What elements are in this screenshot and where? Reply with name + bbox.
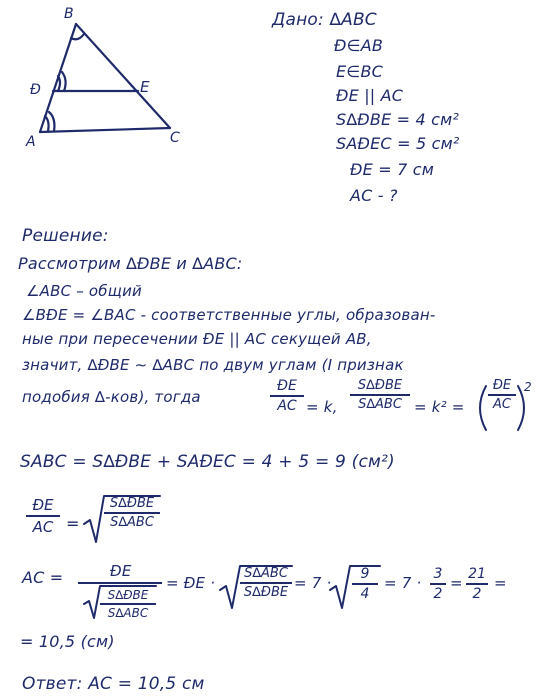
fraction-numerator: 3 [433,566,443,582]
solution-line-2: ∠ABC – общий [26,282,142,300]
side-bc [76,24,170,128]
fraction-21-2 [466,566,488,602]
ac-numerator: ÐE [110,562,132,580]
solution-heading: Решение: [22,226,109,246]
fraction-numerator: S∆ÐBE [357,378,403,393]
given-line-6: ÐE = 7 см [350,160,435,179]
ac-lhs: AC = [22,568,64,587]
fraction-denominator: S∆ABC [107,606,149,620]
fraction-denominator: AC [493,397,511,412]
label-e: E [140,78,150,96]
fraction-de-ac-squared [488,378,516,412]
solution-line-5: значит, ∆ÐBE ∼ ∆ABC по двум углам (I признак [22,356,404,374]
fraction-numerator: ÐE [32,496,54,514]
fraction-denominator: 2 [472,586,482,602]
angle-arc-a-2 [49,112,54,131]
ac-radicand-3 [352,566,378,602]
fraction-area-ratio [350,378,410,412]
given-line-1: Ð∈AB [334,36,384,55]
fraction-numerator: 9 [360,566,370,582]
label-a: A [26,134,36,150]
fraction-denominator: AC [32,518,54,536]
given-line-4: S∆ÐBE = 4 см² [336,110,460,129]
fraction-denominator: AC [277,398,297,414]
paren-left [480,386,486,430]
ac-eq-3: = 7 · [384,574,422,592]
given-line-7: AC - ? [350,186,398,205]
angle-arc-d-1 [58,76,60,91]
fraction-denominator: S∆ABC [110,515,154,530]
ac-mid: = ÐE · [166,574,216,592]
answer-line: Ответ: AC = 10,5 см [22,674,205,694]
fraction-de-ac [270,378,304,414]
given-line-5: SAÐEC = 5 см² [336,134,460,153]
area-line: SABC = S∆ÐBE + SAÐEC = 4 + 5 = 9 (см²) [20,452,395,472]
ratio-radicand [104,496,160,530]
fraction-numerator: S∆ÐBE [109,496,155,511]
fraction-denominator: 2 [433,586,443,602]
solution-line-3: ∠BÐE = ∠BAC - соответственные углы, образован- [22,306,436,324]
exponent-2: 2 [524,380,532,394]
ac-main-fraction-bar [78,582,162,584]
fraction-numerator: ÐE [277,378,297,394]
ratio-lhs-fraction [26,496,60,536]
side-ac [40,128,170,132]
fraction-denominator: S∆ÐBE [243,585,289,600]
label-b: B [64,6,74,22]
given-title: Дано: ∆ABC [272,10,377,30]
equals-sign: = [66,514,80,533]
fraction-numerator: S∆ÐBE [107,588,149,602]
eq-k-squared: = k² = [414,398,465,416]
fraction-numerator: 21 [468,566,486,582]
ac-radicand-2 [240,566,292,600]
ac-denominator-radicand [100,588,156,620]
fraction-denominator: S∆ABC [358,397,402,412]
solution-line-1: Рассмотрим ∆ÐBE и ∆ABC: [18,254,243,273]
ac-tail: = [494,574,507,592]
fraction-numerator: ÐE [492,378,512,393]
given-line-2: E∈BC [336,62,383,81]
fraction-3-2 [430,566,446,602]
fraction-numerator: S∆ABC [244,566,288,581]
ac-eq-7: = 7 · [294,574,332,592]
label-c: C [170,130,180,146]
label-d: Ð [30,82,42,98]
ac-eq-21: = [450,574,463,592]
result-line: = 10,5 (см) [20,632,115,651]
angle-arc-a-1 [45,116,49,131]
given-line-3: ÐE || AC [336,86,404,105]
solution-line-6: подобия ∆-ков), тогда [22,388,201,406]
angle-arc-d-2 [62,72,66,91]
fraction-denominator: 4 [360,586,370,602]
solution-line-4: ные при пересечении ÐE || AC секущей AB, [22,330,372,348]
eq-k: = k, [306,398,338,416]
